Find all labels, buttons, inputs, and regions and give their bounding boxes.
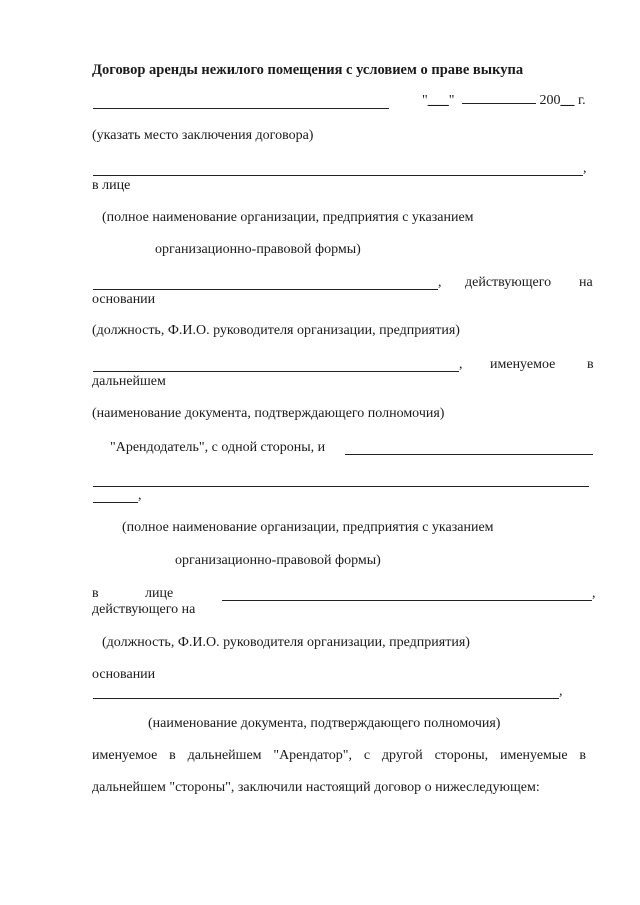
position-hint: (должность, Ф.И.О. руководителя организации, предприятия) bbox=[92, 323, 460, 338]
acting-label-2: действующего на bbox=[92, 602, 196, 617]
place-blank-line bbox=[93, 108, 389, 109]
on-label: на bbox=[579, 275, 593, 290]
comma-6: , bbox=[559, 684, 563, 699]
lessee-representative-line bbox=[222, 600, 592, 601]
date-line bbox=[422, 93, 586, 109]
lessee-name-line-2 bbox=[93, 486, 589, 487]
lessee-name-line-3 bbox=[93, 502, 138, 503]
comma-2: , bbox=[438, 275, 442, 290]
document-hint: (наименование документа, подтверждающего полномочия) bbox=[92, 406, 445, 421]
lessee-name-line-1 bbox=[345, 454, 593, 455]
date-day-blank: ___ bbox=[427, 93, 449, 108]
in-person-label: в лице bbox=[92, 178, 131, 193]
date-year-prefix: 200 bbox=[539, 93, 561, 108]
representative-line bbox=[93, 289, 438, 290]
lessor-name-line bbox=[93, 175, 583, 176]
position-hint-2: (должность, Ф.И.О. руководителя организации, предприятия) bbox=[102, 635, 470, 650]
comma-1: , bbox=[583, 161, 587, 176]
closing-line-2: дальнейшем "стороны", заключили настоящий договор о нижеследующем: bbox=[92, 780, 540, 795]
date-quote-close: " bbox=[448, 93, 455, 108]
comma-4: , bbox=[138, 488, 142, 503]
date-quote-open: " bbox=[422, 93, 428, 108]
date-year-blank: __ bbox=[560, 93, 575, 108]
closing-line-1: именуемое в дальнейшем "Арендатор", с другой стороны, именуемые в bbox=[92, 748, 586, 763]
document-hint-2: (наименование документа, подтверждающего полномочия) bbox=[148, 716, 501, 731]
person-label-2: лице bbox=[145, 586, 174, 601]
date-month-blank bbox=[462, 102, 536, 104]
org-hint-3: (полное наименование организации, предприятия с указанием bbox=[122, 520, 494, 535]
in-label: в bbox=[587, 357, 594, 372]
further-label: дальнейшем bbox=[92, 374, 166, 389]
comma-5: , bbox=[592, 586, 596, 601]
document-title: Договор аренды нежилого помещения с условием о праве выкупа bbox=[92, 62, 524, 78]
basis-label: основании bbox=[92, 292, 156, 307]
basis-label-2: основании bbox=[92, 667, 156, 682]
in-label-2: в bbox=[92, 586, 99, 601]
date-year-suffix: г. bbox=[577, 93, 586, 108]
lessor-side-text: "Арендодатель", с одной стороны, и bbox=[110, 440, 326, 455]
org-hint-4: организационно-правовой формы) bbox=[175, 553, 381, 568]
lessee-authority-line bbox=[93, 698, 559, 699]
org-hint-2: организационно-правовой формы) bbox=[155, 242, 361, 257]
acting-label: действующего bbox=[465, 275, 552, 290]
place-hint: (указать место заключения договора) bbox=[92, 128, 314, 143]
named-label: именуемое bbox=[490, 357, 556, 372]
org-hint-1: (полное наименование организации, предприятия с указанием bbox=[102, 210, 474, 225]
authority-doc-line bbox=[93, 371, 459, 372]
comma-3: , bbox=[459, 357, 463, 372]
